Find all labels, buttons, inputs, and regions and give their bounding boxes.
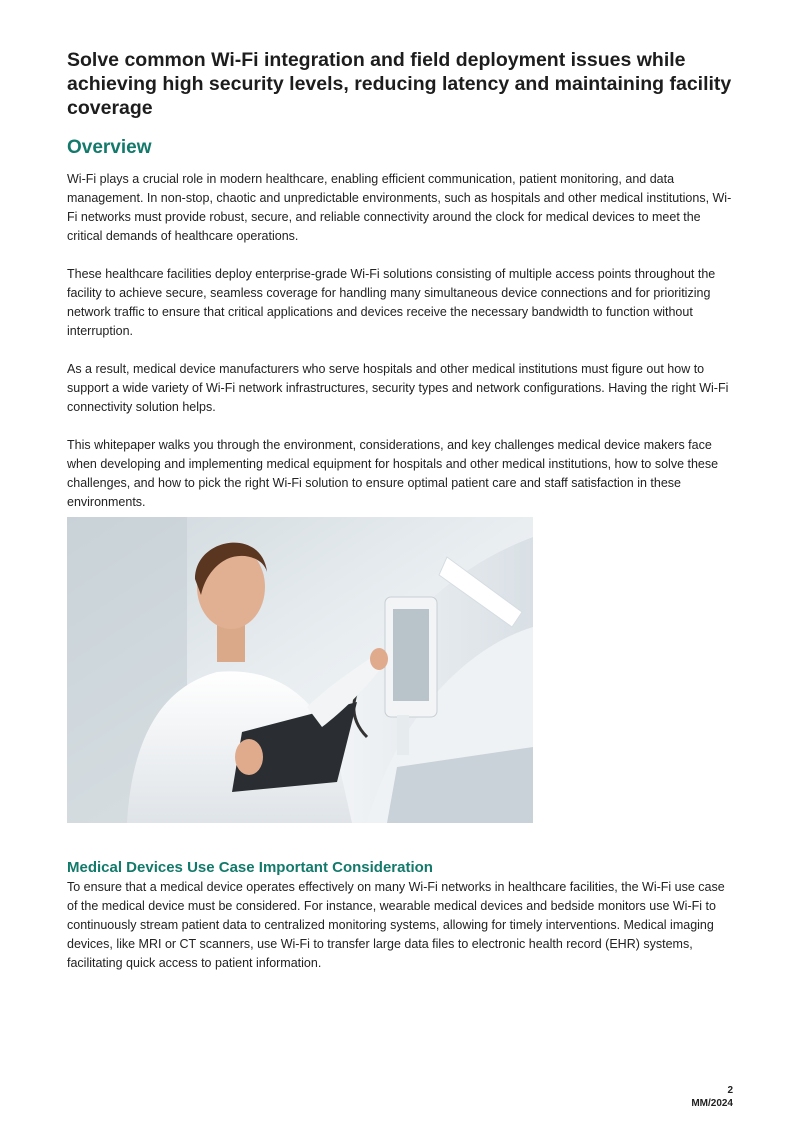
consideration-heading: Medical Devices Use Case Important Consideration (67, 859, 433, 876)
overview-paragraph-4: This whitepaper walks you through the environment, considerations, and key challenges medical device makers face when developing and implementing medical equipment for hospitals and other medical institutions, how to solve these challenges, and how to pick the right Wi-Fi solution to ensure optimal patient care and staff satisfaction in these environments. (67, 438, 719, 509)
overview-paragraph-1: Wi-Fi plays a crucial role in modern healthcare, enabling efficient communication, patient monitoring, and data management. In non-stop, chaotic and unpredictable environments, such as hospitals and other medical institutions, Wi-Fi networks must provide robust, secure, and reliable connectivity around the clock for medical devices to meet the critical demands of healthcare operations. (67, 172, 732, 243)
page-title: Solve common Wi-Fi integration and field deployment issues while achieving high security levels, reducing latency and maintaining facility coverage (67, 49, 732, 119)
consideration-paragraph: To ensure that a medical device operates effectively on many Wi-Fi networks in healthcare facilities, the Wi-Fi use case of the medical device must be considered. For instance, wearable medical devices and bedside monitors use Wi-Fi to continuously stream patient data to centralized monitoring systems, allowing for timely interventions. Medical imaging devices, like MRI or CT scanners, use Wi-Fi to transfer large data files to electronic health record (EHR) systems, facilitating quick access to patient information. (67, 880, 725, 970)
healthcare-worker-photo (67, 517, 533, 823)
overview-heading: Overview (67, 137, 152, 158)
page-footer (691, 1084, 733, 1110)
overview-paragraph-2: These healthcare facilities deploy enterprise-grade Wi-Fi solutions consisting of multiple access points throughout the facility to achieve secure, seamless coverage for handling many simultaneous device connections and for prioritizing network traffic to ensure that critical applications and devices receive the necessary bandwidth to function without interruption. (67, 267, 716, 338)
overview-paragraph-3: As a result, medical device manufacturers who serve hospitals and other medical institutions must figure out how to support a wide variety of Wi-Fi network infrastructures, security types and network configurations. Having the right Wi-Fi connectivity solution helps. (67, 362, 729, 414)
page-number: 2 (727, 1085, 733, 1096)
footer-date: MM/2024 (691, 1098, 733, 1109)
page-content (67, 48, 733, 531)
